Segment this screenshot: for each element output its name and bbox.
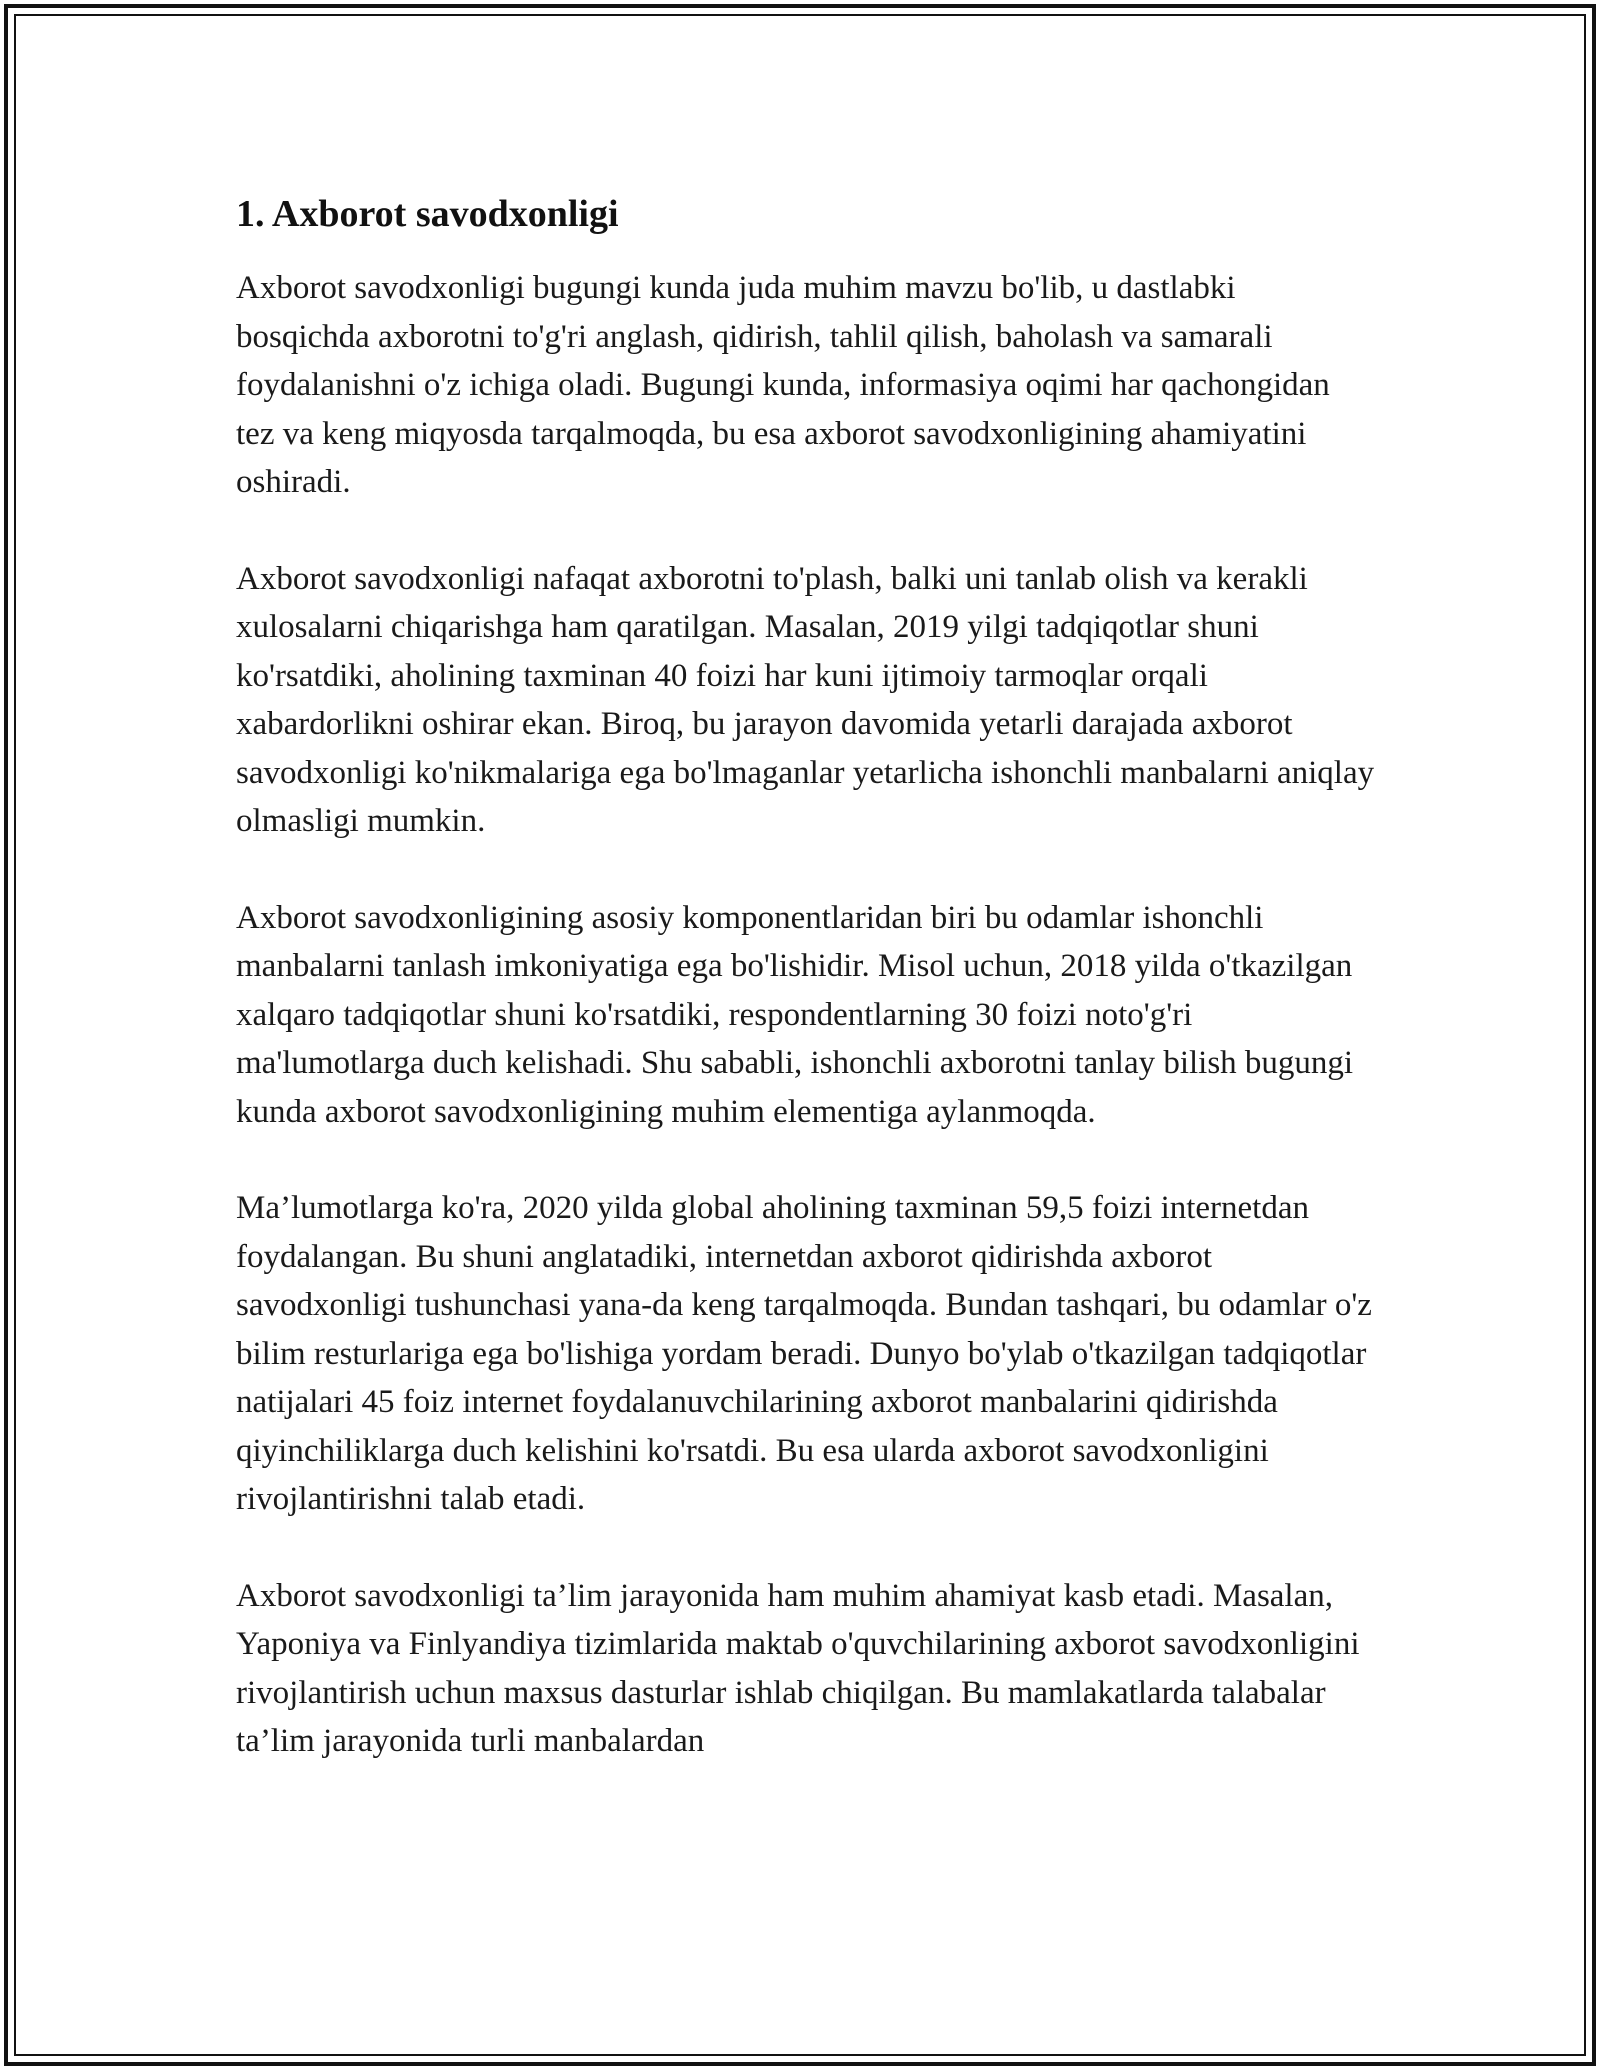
document-body xyxy=(236,186,1376,1814)
paragraph-3: Axborot savodxonligining asosiy komponentlaridan biri bu odamlar ishonchli manbalarni tanlash imkoniyatiga ega bo'lishidir. Misol uchun, 2018 yilda o'tkazilgan xalqaro tadqiqotlar shuni ko'rsatdiki, respondentlarning 30 foizi noto'g'ri ma'lumotlarga duch kelishadi. Shu sababli, ishonchli axborotni tanlay bilish bugungi kunda axborot savodxonligining muhim elementiga aylanmoqda. xyxy=(236,899,1354,1130)
paragraph-2: Axborot savodxonligi nafaqat axborotni to'plash, balki uni tanlab olish va kerakli xulosalarni chiqarishga ham qaratilgan. Masalan, 2019 yilgi tadqiqotlar shuni ko'rsatdiki, aholining taxminan 40 foizi har kuni ijtimoiy tarmoqlar orqali xabardorlikni oshirar ekan. Biroq, bu jarayon davomida yetarli darajada axborot savodxonligi ko'nikmalariga ega bo'lmaganlar yetarlicha ishonchli manbalarni aniqlay olmasligi mumkin. xyxy=(236,560,1375,839)
paragraph-4: Ma’lumotlarga ko'ra, 2020 yilda global aholining taxminan 59,5 foizi internetdan foydalangan. Bu shuni anglatadiki, internetdan axborot qidirishda axborot savodxonligi tushunchasi yana-da keng tarqalmoqda. Bundan tashqari, bu odamlar o'z bilim resturlariga ega bo'lishiga yordam beradi. Dunyo bo'ylab o'tkazilgan tadqiqotlar natijalari 45 foiz internet foydalanuvchilarining axborot manbalarini qidirishda qiyinchiliklarga duch kelishini ko'rsatdi. Bu esa ularda axborot savodxonligini rivojlantirishni talab etadi. xyxy=(236,1190,1372,1517)
section-heading: 1. Axborot savodxonligi xyxy=(236,193,619,235)
paragraph-5: Axborot savodxonligi ta’lim jarayonida ham muhim ahamiyat kasb etadi. Masalan, Yaponiya va Finlyandiya tizimlarida maktab o'quvchilarining axborot savodxonligini rivojlantirish uchun maxsus dasturlar ishlab chiqilgan. Bu mamlakatlarda talabalar ta’lim jarayonida turli manbalardan xyxy=(236,1577,1360,1759)
paragraph-1: Axborot savodxonligi bugungi kunda juda muhim mavzu bo'lib, u dastlabki bosqichda axborotni to'g'ri anglash, qidirish, tahlil qilish, baholash va samarali foydalanishni o'z ichiga oladi. Bugungi kunda, informasiya oqimi har qachongidan tez va keng miqyosda tarqalmoqda, bu esa axborot savodxonligining ahamiyatini oshiradi. xyxy=(236,270,1330,500)
